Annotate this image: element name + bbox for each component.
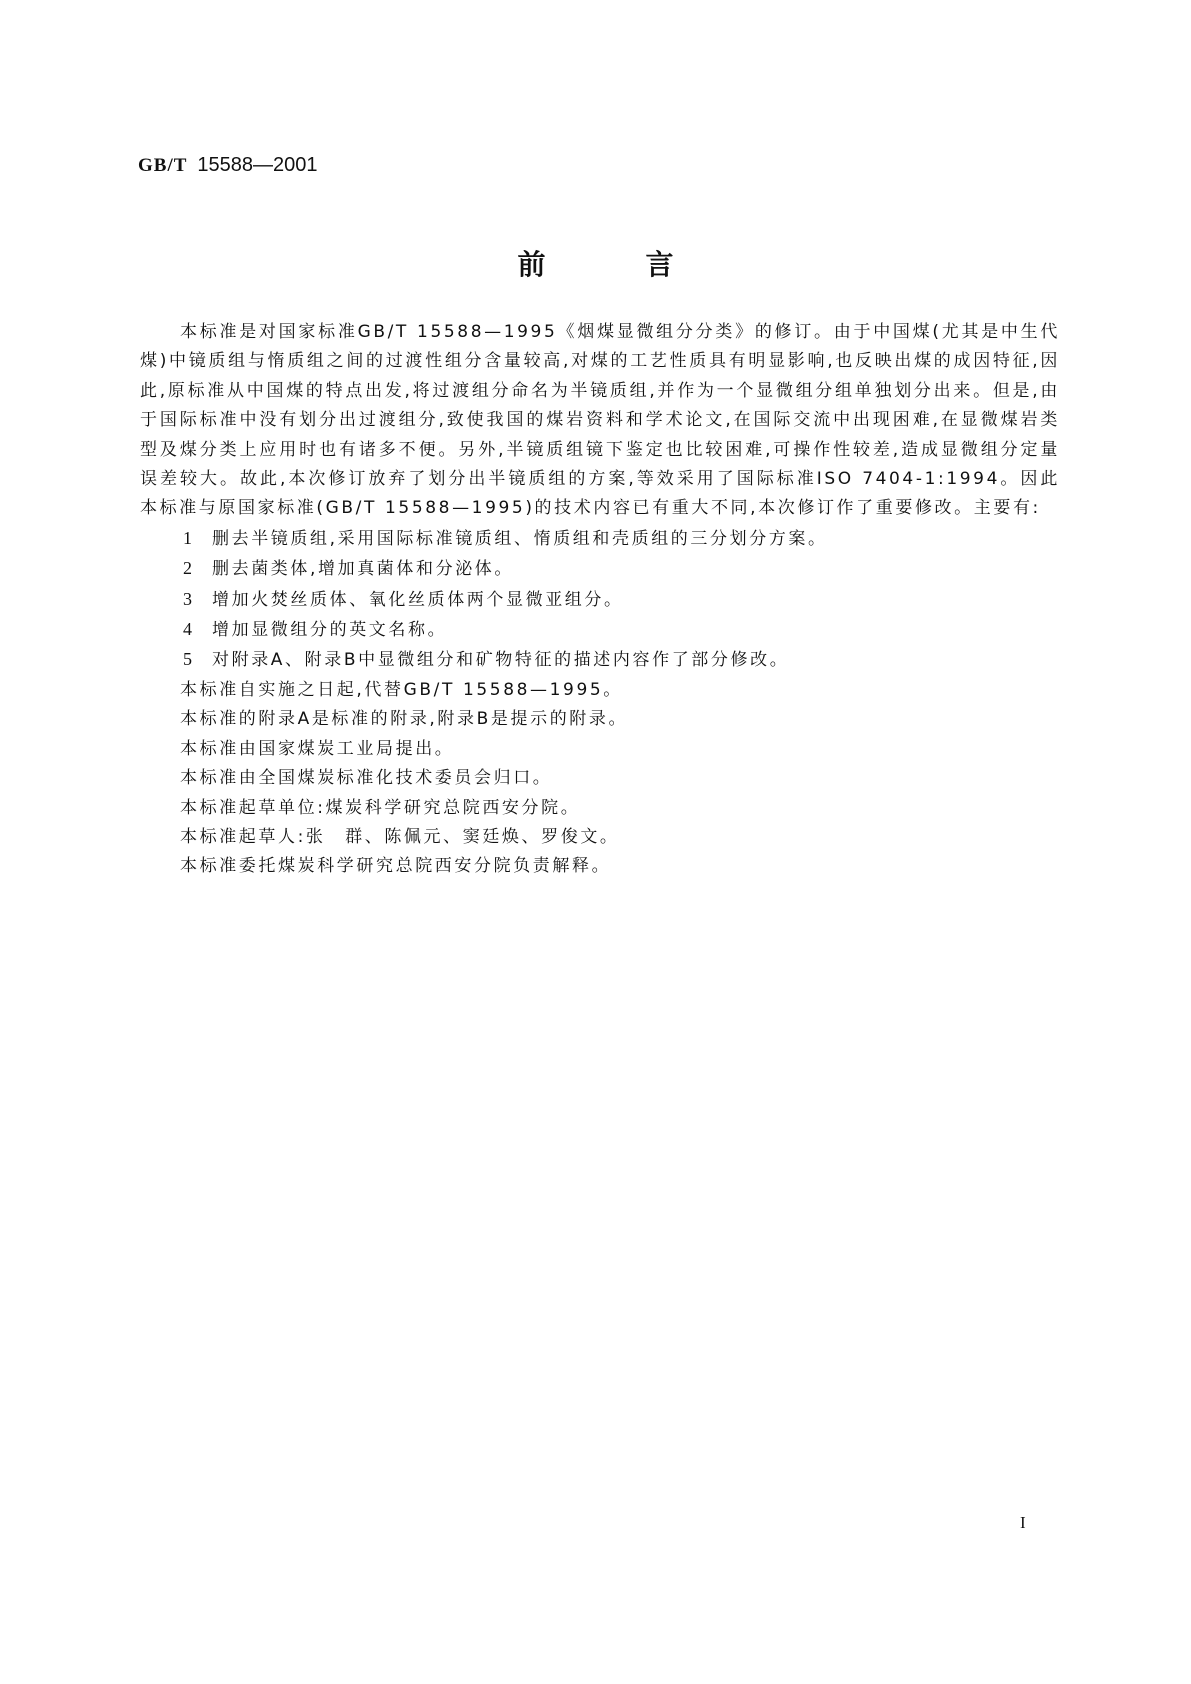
standard-code: GB/T <box>138 155 188 176</box>
foreword-body <box>140 318 1060 882</box>
change-item <box>140 585 1060 615</box>
change-item-text: 增加火焚丝质体、氧化丝质体两个显微亚组分。 <box>212 589 624 610</box>
standard-header <box>138 152 318 179</box>
change-item <box>140 645 1060 675</box>
intro-paragraph: 本标准是对国家标准GB/T 15588—1995《烟煤显微组分分类》的修订。由于中国煤(尤其是中生代煤)中镜质组与惰质组之间的过渡性组分含量较高,对煤的工艺性质具有明显影响,也反映出煤的成因特征,因此,原标准从中国煤的特点出发,将过渡组分命名为半镜质组,并作为一个显微组分组单独划分出来。但是,由于国际标准中没有划分出过渡组分,致使我国的煤岩资料和学术论文,在国际交流中出现困难,在显微煤岩类型及煤分类上应用时也有诸多不便。另外,半镜质组镜下鉴定也比较困难,可操作性较差,造成显微组分定量误差较大。故此,本次修订放弃了划分出半镜质组的方案,等效采用了国际标准ISO 7404-1:1994。因此本标准与原国家标准(GB/T 15588—1995)的技术内容已有重大不同,本次修订作了重要修改。主要有: <box>140 322 1060 519</box>
statement-drafters: 本标准起草人:张 群、陈佩元、窦廷焕、罗俊文。 <box>180 826 620 847</box>
change-item-number: 2 <box>183 558 195 579</box>
change-item-text: 对附录A、附录B中显微组分和矿物特征的描述内容作了部分修改。 <box>212 650 790 671</box>
change-item-number: 5 <box>183 649 195 670</box>
statement-administered-by: 本标准由全国煤炭标准化技术委员会归口。 <box>180 768 553 789</box>
change-item <box>140 554 1060 584</box>
change-item-number: 3 <box>183 588 195 609</box>
statement-proposed-by: 本标准由国家煤炭工业局提出。 <box>180 738 455 759</box>
change-item-text: 增加显微组分的英文名称。 <box>212 620 448 641</box>
statement-appendices: 本标准的附录A是标准的附录,附录B是提示的附录。 <box>180 709 629 730</box>
changes-list <box>140 524 1060 676</box>
change-item <box>140 615 1060 645</box>
change-item-number: 1 <box>183 527 195 548</box>
page-title <box>0 247 1191 283</box>
title-char-2: 言 <box>645 248 674 281</box>
change-item-text: 删去菌类体,增加真菌体和分泌体。 <box>212 559 515 580</box>
statement-interpretation: 本标准委托煤炭科学研究总院西安分院负责解释。 <box>180 856 612 877</box>
statement-drafting-unit: 本标准起草单位:煤炭科学研究总院西安分院。 <box>180 797 581 818</box>
page-number: I <box>1020 1513 1026 1532</box>
change-item-number: 4 <box>183 619 195 640</box>
standard-number: 15588—2001 <box>197 154 318 176</box>
change-item-text: 删去半镜质组,采用国际标准镜质组、惰质组和壳质组的三分划分方案。 <box>212 528 828 549</box>
change-item <box>140 524 1060 554</box>
title-char-1: 前 <box>517 248 546 281</box>
statement-replaces: 本标准自实施之日起,代替GB/T 15588—1995。 <box>180 679 623 700</box>
